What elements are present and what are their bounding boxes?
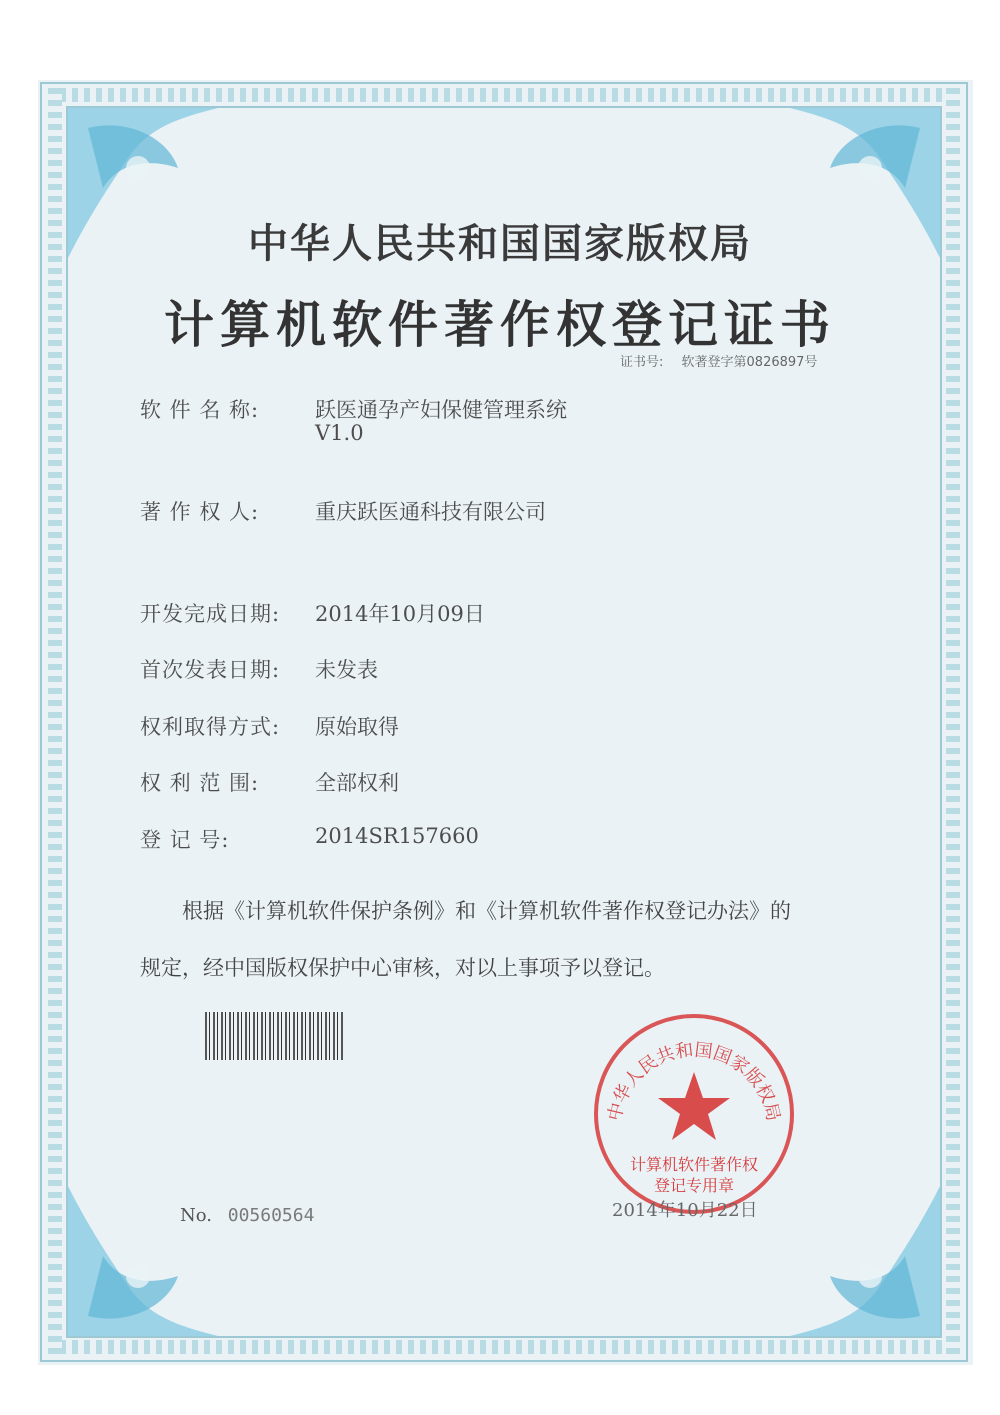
certificate-number-label: 证书号: — [620, 355, 664, 370]
certificate-title: 计算机软件著作权登记证书 — [164, 295, 836, 354]
statement-line-2: 规定，经中国版权保护中心审核，对以上事项予以登记。 — [140, 956, 665, 980]
official-seal — [590, 1010, 798, 1218]
serial-number — [180, 1205, 314, 1226]
acquisition-method-label: 权利取得方式: — [140, 715, 281, 739]
serial-number-value: 00560564 — [227, 1205, 315, 1226]
rights-scope-value: 全部权利 — [315, 771, 399, 795]
barcode — [205, 1012, 345, 1060]
copyright-owner-label: 著 作 权 人: — [140, 500, 260, 524]
certificate-number-value: 软著登字第0826897号 — [681, 355, 818, 370]
statement-line-1: 根据《计算机软件保护条例》和《计算机软件著作权登记办法》的 — [182, 899, 791, 923]
registration-number-label: 登 记 号: — [140, 828, 230, 852]
acquisition-method-value: 原始取得 — [315, 715, 399, 739]
software-version-value: V1.0 — [315, 421, 364, 445]
bottom-right-ornament — [790, 1186, 940, 1336]
rights-scope-label: 权 利 范 围: — [140, 771, 260, 795]
seal-star-icon — [658, 1072, 730, 1140]
registration-number-value: 2014SR157660 — [315, 824, 479, 848]
first-publication-value: 未发表 — [315, 658, 378, 682]
seal-line-2: 登记专用章 — [653, 1176, 735, 1195]
first-publication-label: 首次发表日期: — [140, 658, 281, 682]
certificate-number — [620, 351, 817, 370]
serial-number-label: No. — [180, 1205, 212, 1226]
seal-line-1: 计算机软件著作权 — [629, 1155, 759, 1174]
copyright-owner-value: 重庆跃医通科技有限公司 — [315, 500, 546, 524]
issue-date: 2014年10月22日 — [612, 1200, 758, 1221]
completion-date-value: 2014年10月09日 — [315, 602, 485, 626]
completion-date-label: 开发完成日期: — [140, 602, 281, 626]
seal-arc-text: 中华人民共和国国家版权局 — [604, 1039, 784, 1124]
software-name-value: 跃医通孕产妇保健管理系统 — [315, 398, 567, 422]
software-name-label: 软 件 名 称: — [140, 398, 260, 422]
issuing-authority: 中华人民共和国国家版权局 — [248, 220, 752, 267]
